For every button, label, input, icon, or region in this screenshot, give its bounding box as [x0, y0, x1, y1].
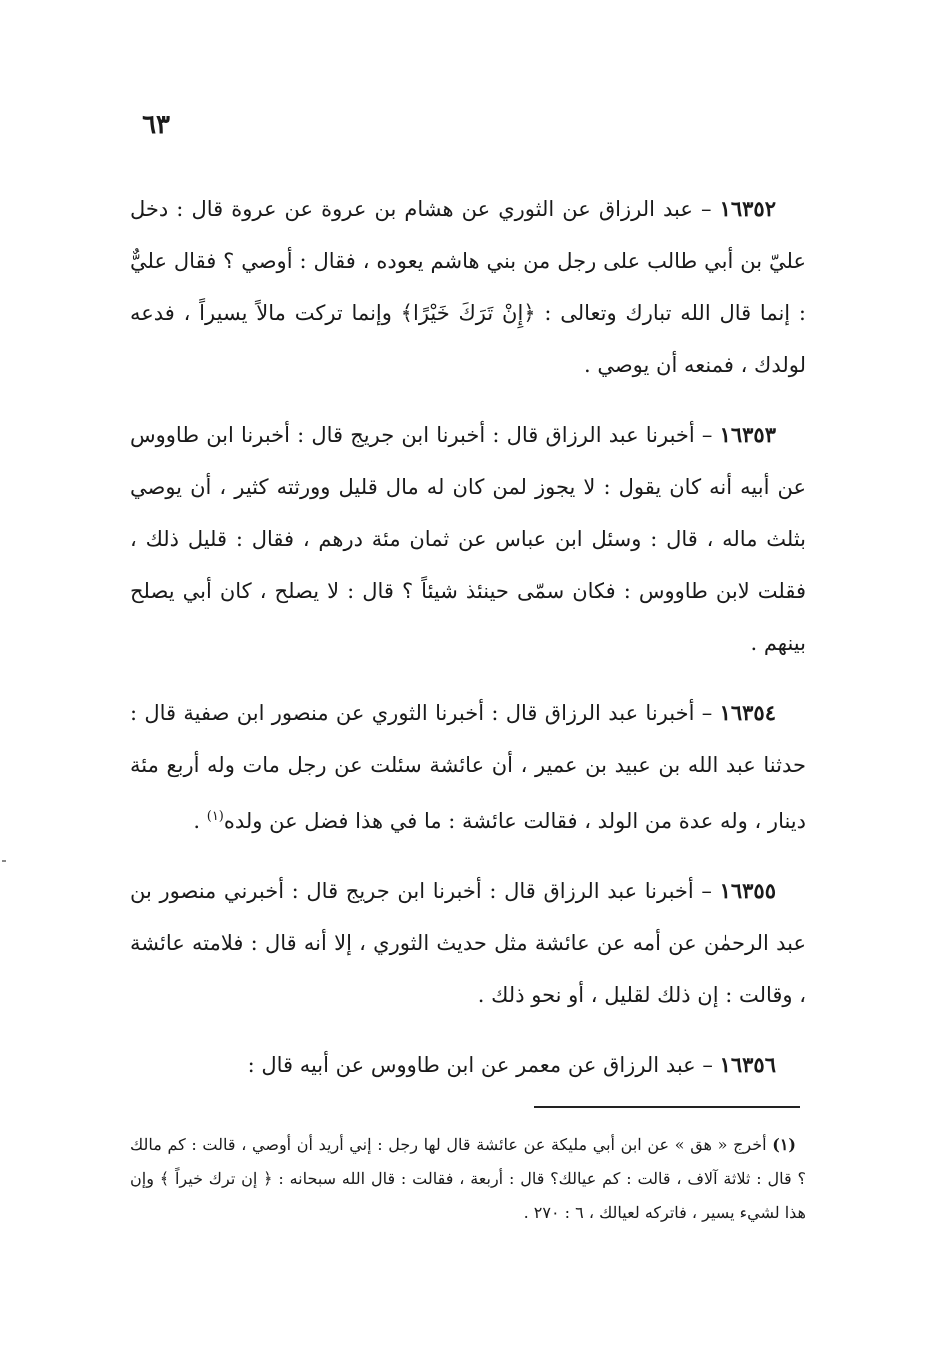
- margin-mark: [2, 860, 6, 862]
- dash: –: [702, 1053, 713, 1077]
- page-number: ٦٣: [142, 110, 170, 140]
- body-text: [130, 183, 806, 1109]
- hadith-text: أخبرنا عبد الرزاق قال : أخبرنا ابن جريج قال : أخبرني منصور بن عبد الرحمٰن عن أمه عن عائشة مثل حديث الثوري ، إلا أنه قال : فلامته عائشة ، وقالت : إن ذلك لقليل ، أو نحو ذلك .: [130, 879, 806, 1007]
- footnote-divider: [534, 1106, 800, 1108]
- footnote-mark: (١): [772, 1135, 796, 1154]
- hadith-number: ١٦٣٥٥: [719, 878, 776, 903]
- hadith-paragraph: [130, 183, 806, 391]
- hadith-number: ١٦٣٥٢: [719, 196, 776, 221]
- hadith-text: أخبرنا عبد الرزاق قال : أخبرنا الثوري عن منصور ابن صفية قال : حدثنا عبد الله بن عبيد بن عمير ، أن عائشة سئلت عن رجل مات وله أربع مئة دينار ، وله عدة من الولد ، فقالت عائشة : ما في هذا فضل عن ولده: [130, 701, 806, 833]
- footnote: [130, 1128, 806, 1230]
- hadith-paragraph: [130, 865, 806, 1021]
- hadith-number: ١٦٣٥٣: [719, 422, 776, 447]
- dash: –: [701, 701, 713, 725]
- hadith-number: ١٦٣٥٦: [719, 1052, 776, 1077]
- dash: –: [701, 879, 712, 903]
- footnote-reference[interactable]: (١): [206, 809, 224, 824]
- hadith-text: عبد الرزاق عن معمر عن ابن طاووس عن أبيه قال :: [247, 1053, 696, 1077]
- dash: –: [701, 197, 712, 221]
- hadith-text-tail: .: [193, 809, 207, 833]
- hadith-number: ١٦٣٥٤: [719, 700, 776, 725]
- hadith-text: أخبرنا عبد الرزاق قال : أخبرنا ابن جريج قال : أخبرنا ابن طاووس عن أبيه أنه كان يقول : لا يجوز لمن كان له مال قليل وورثته كثير ، أن يوصي بثلث ماله ، قال : وسئل ابن عباس عن ثمان مئة درهم ، فقال : قليل ذلك ، فقلت لابن طاووس : فكان سمّى حينئذ شيئاً ؟ قال : لا يصلح ، كان أبي يصلح بينهم .: [130, 423, 806, 655]
- hadith-paragraph: [130, 687, 806, 847]
- footnote-text: أخرج « هق » عن ابن أبي مليكة عن عائشة قال لها رجل : إني أريد أن أوصي ، قالت : كم مالك ؟ قال : ثلاثة آلاف ، قالت : كم عيالك؟ قال : أربعة ، فقالت : قال الله سبحانه : ﴿ إن ترك خيراً ﴾ وإن هذا لشيء يسير ، فاتركه لعيالك ، ٦ : ٢٧٠ .: [130, 1135, 806, 1222]
- hadith-paragraph: [130, 1039, 806, 1091]
- hadith-paragraph: [130, 409, 806, 669]
- dash: –: [701, 423, 713, 447]
- hadith-text: عبد الرزاق عن الثوري عن هشام بن عروة عن عروة قال : دخل عليّ بن أبي طالب على رجل من بني هاشم يعوده ، فقال : أوصي ؟ فقال عليٌّ : إنما قال الله تبارك وتعالى : ﴿إِنْ تَرَكَ خَيْرًا﴾ وإنما تركت مالاً يسيراً ، فدعه لولدك ، فمنعه أن يوصي .: [130, 197, 806, 377]
